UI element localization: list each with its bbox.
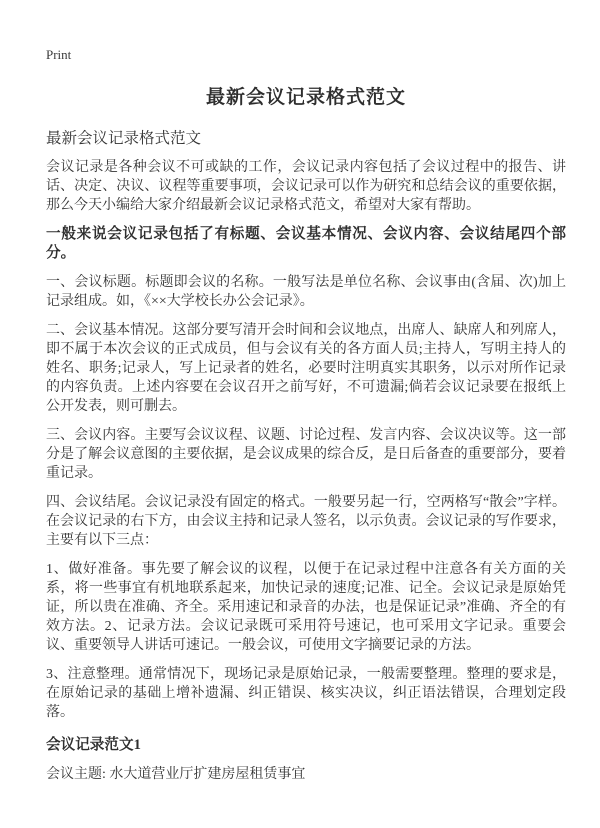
- page-title: 最新会议记录格式范文: [205, 87, 406, 108]
- paragraph-meeting-subject: 会议主题: 水大道营业厅扩建房屋租赁事宜: [46, 767, 306, 782]
- document-body: [46, 158, 566, 784]
- paragraph-section-2-basics: 二、会议基本情况。这部分要写清开会时间和会议地点，出席人、缺席人和列席人，即不属于本次会议的正式成员，但与会议有关的各方面人员;主持人，写明主持人的姓名、职务;记录人，写上记录者的姓名，必要时注明真实其职务，以示对所作记录的内容负责。上述内容要在会议召开之前写好，不可遗漏;倘若会议记录要在报纸上公开发表，则可删去。: [46, 323, 566, 414]
- paragraph-point-1-2: 1、做好准备。事先要了解会议的议程，以便于在记录过程中注意各有关方面的关系，将一些事宜有机地联系起来，加快记录的速度;记准、记全。会议记录是原始凭证，所以贵在准确、齐全。采用速记和录音的办法，也是保证记录”准确、齐全的有效方法。2、记录方法。会议记录既可采用符号速记，也可采用文字记录。重要会议、重要领导人讲话可速记。一般会议，可使用文字摘要记录的方法。: [46, 562, 566, 653]
- page-subtitle: 最新会议记录格式范文: [46, 130, 202, 147]
- paragraph-section-4-ending: 四、会议结尾。会议记录没有固定的格式。一般要另起一行，空两格写“散会”字样。在会议记录的右下方，由会议主持和记录人签名，以示负责。会议记录的写作要求，主要有以下三点：: [46, 495, 566, 548]
- print-button[interactable]: Print: [46, 47, 72, 62]
- paragraph-intro: 会议记录是各种会议不可或缺的工作，会议记录内容包括了会议过程中的报告、讲话、决定、决议、议程等重要事项，会议记录可以作为研究和总结会议的重要依据，那么今天小编给大家介绍最新会议记录格式范文，希望对大家有帮助。: [46, 160, 566, 213]
- paragraph-section-3-content: 三、会议内容。主要写会议议程、议题、讨论过程、发言内容、会议决议等。这一部分是了解会议意图的主要依据，是会议成果的综合反，是日后备查的重要部分，要着重记录。: [46, 428, 566, 481]
- paragraph-section-1-title: 一、会议标题。标题即会议的名称。一般写法是单位名称、会议事由(含届、次)加上记录组成。如，《××大学校长办公会记录》。: [46, 275, 566, 309]
- paragraph-point-3: 3、注意整理。通常情况下，现场记录是原始记录，一般需要整理。整理的要求是，在原始记录的基础上增补遗漏、纠正错误、核实决议，纠正语法错误，合理划定段落。: [46, 667, 566, 720]
- sample-1-heading: 会议记录范文1: [46, 737, 141, 753]
- paragraph-summary-bold: 一般来说会议记录包括了有标题、会议基本情况、会议内容、会议结尾四个部分。: [46, 226, 566, 261]
